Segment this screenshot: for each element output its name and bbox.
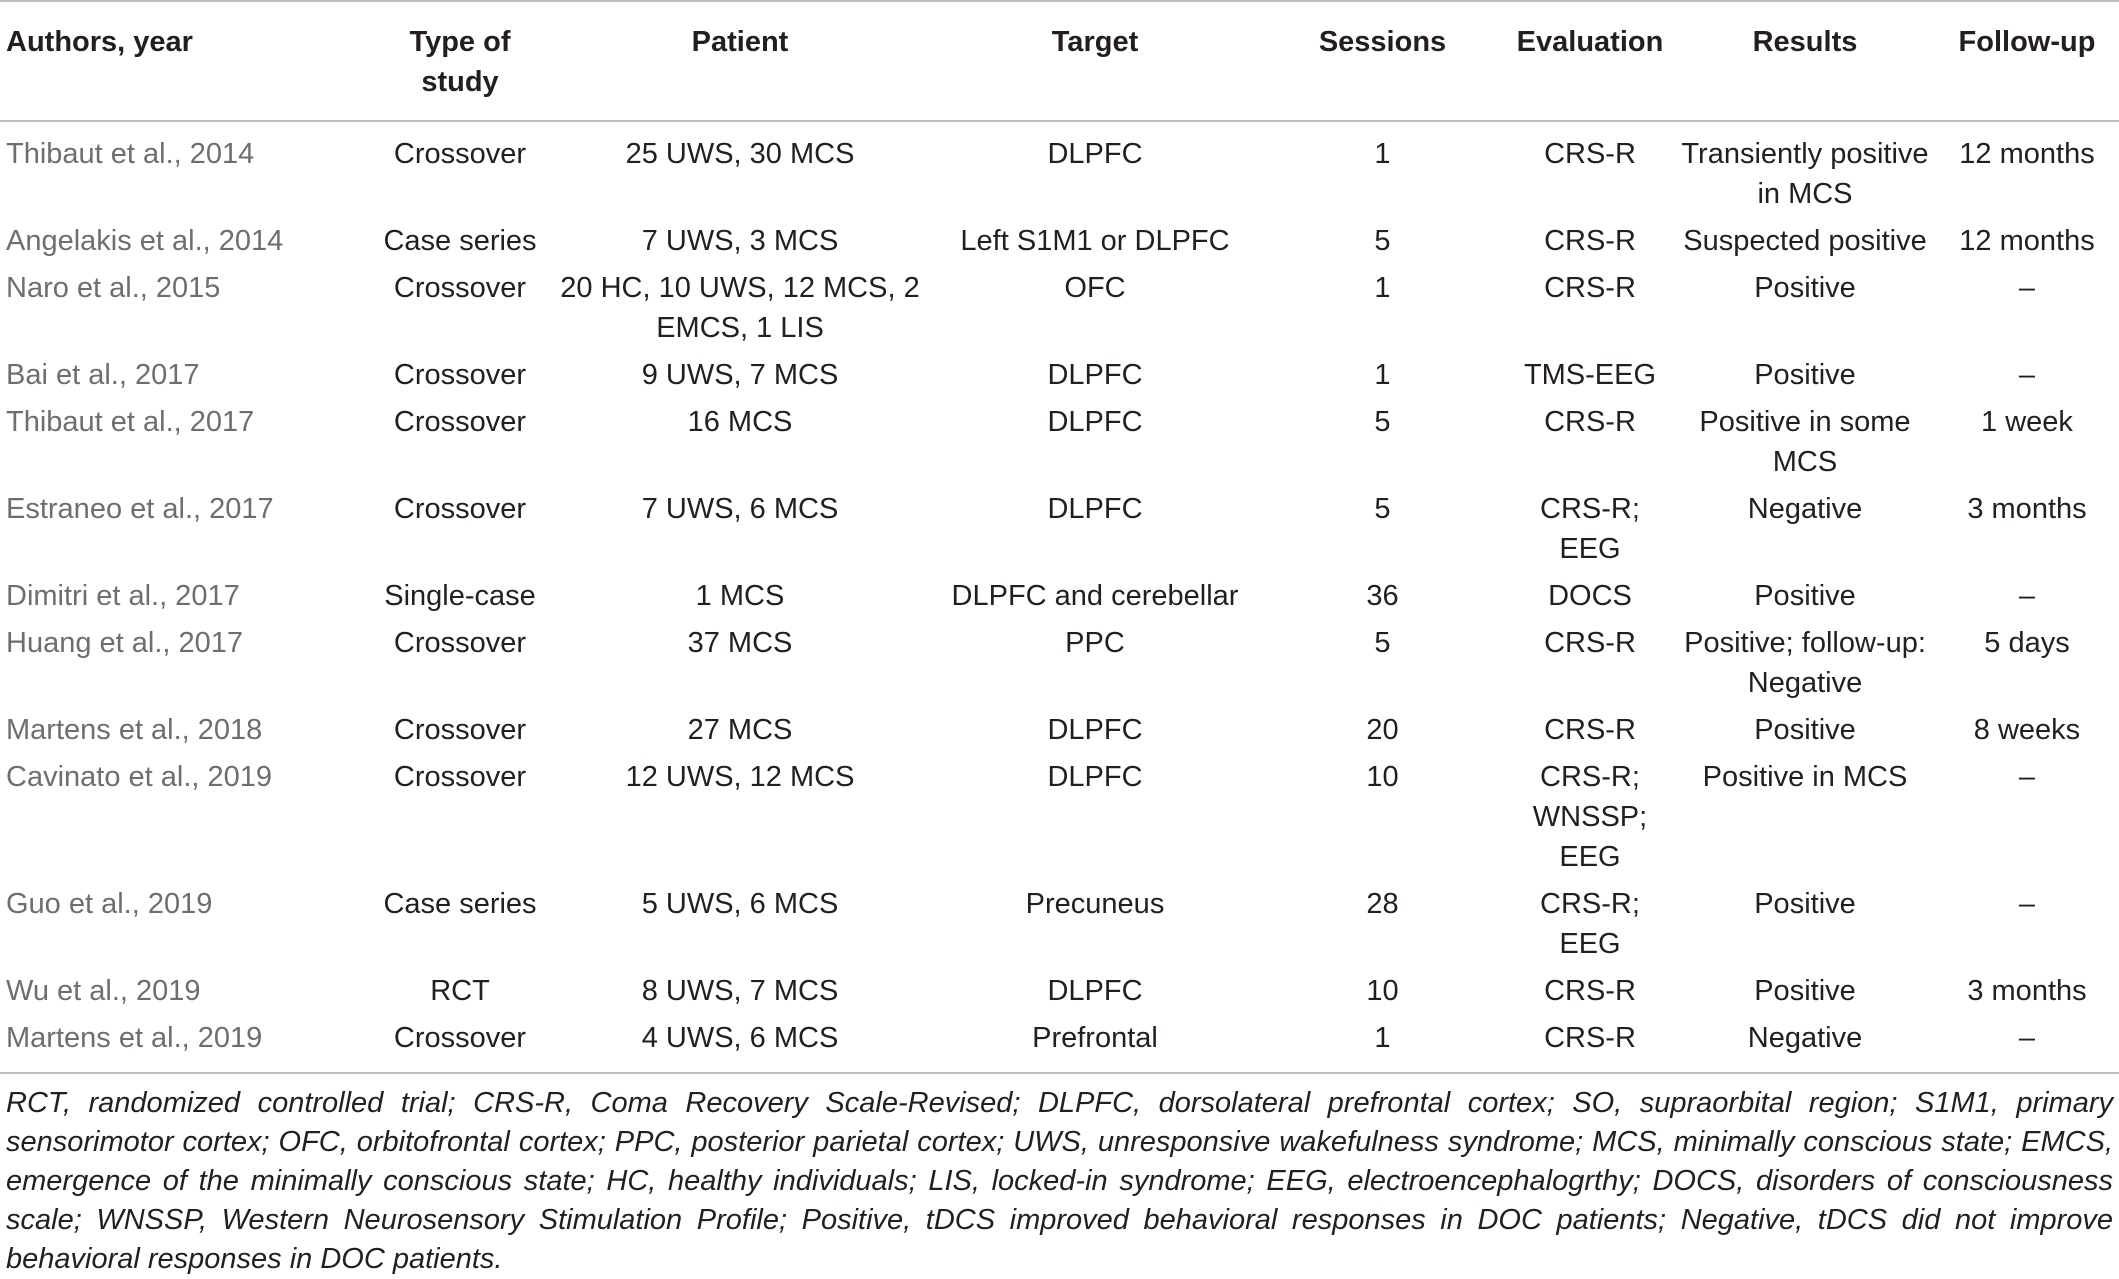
- cell-results: Positive in some MCS: [1699, 406, 1911, 478]
- cell-author-year: Estraneo et al., 2017: [6, 493, 274, 525]
- cell-target: Left S1M1 or DLPFC: [960, 225, 1230, 257]
- cell-sessions: 1: [1374, 138, 1391, 170]
- cell-author-year: Angelakis et al., 2014: [6, 225, 284, 257]
- cell-patient: 16 MCS: [687, 406, 793, 438]
- cell-target: OFC: [1064, 272, 1126, 304]
- cell-follow-up: –: [2018, 580, 2036, 612]
- cell-author-year: Guo et al., 2019: [6, 888, 213, 920]
- cell-evaluation: CRS-R: [1544, 138, 1636, 170]
- cell-results: Positive; follow-up: Negative: [1684, 627, 1926, 699]
- header-evaluation: Evaluation: [1516, 26, 1664, 58]
- cell-target: DLPFC: [1047, 138, 1143, 170]
- cell-evaluation: CRS-R: [1544, 406, 1636, 438]
- cell-sessions: 1: [1374, 1022, 1391, 1054]
- table-row: [0, 1018, 2119, 1073]
- cell-patient: 8 UWS, 7 MCS: [641, 975, 839, 1007]
- cell-results: Transiently positive in MCS: [1681, 138, 1929, 210]
- cell-type-of-study: Single-case: [384, 580, 536, 612]
- cell-patient: 1 MCS: [695, 580, 785, 612]
- cell-patient: 7 UWS, 3 MCS: [641, 225, 839, 257]
- table-footnote: RCT, randomized controlled trial; CRS-R, Coma Recovery Scale-Revised; DLPFC, dorsolateral prefrontal cortex; SO, supraorbital region; S1M1, primary sensorimotor cortex; OFC, orbitofrontal cortex; PPC, posterior parietal cortex; UWS, unresponsive wakefulness syndrome; MCS, minimally conscious state; EMCS, emergence of the minimally conscious state; HC, healthy individuals; LIS, locked-in syndrome; EEG, electroencephalogrthy; DOCS, disorders of consciousness scale; WNSSP, Western Neurosensory Stimulation Profile; Positive, tDCS improved behavioral responses in DOC patients; Negative, tDCS did not improve behavioral responses in DOC patients.: [6, 1087, 2113, 1275]
- header-follow-up: Follow-up: [1958, 26, 2096, 58]
- cell-results: Positive: [1754, 975, 1856, 1007]
- cell-evaluation: CRS-R: [1544, 714, 1636, 746]
- cell-type-of-study: Crossover: [393, 714, 527, 746]
- cell-evaluation: TMS-EEG: [1523, 359, 1657, 391]
- cell-results: Positive: [1754, 272, 1856, 304]
- cell-follow-up: 12 months: [1959, 225, 2095, 257]
- cell-target: DLPFC: [1047, 761, 1143, 793]
- cell-author-year: Martens et al., 2018: [6, 714, 263, 746]
- cell-results: Positive: [1754, 714, 1856, 746]
- cell-sessions: 28: [1366, 888, 1399, 920]
- cell-type-of-study: Crossover: [393, 493, 527, 525]
- cell-target: DLPFC: [1047, 714, 1143, 746]
- cell-sessions: 1: [1374, 359, 1391, 391]
- header-sessions: Sessions: [1318, 26, 1447, 58]
- cell-type-of-study: Crossover: [393, 1022, 527, 1054]
- cell-results: Positive: [1754, 580, 1856, 612]
- cell-type-of-study: Crossover: [393, 138, 527, 170]
- cell-results: Suspected positive: [1683, 225, 1927, 257]
- cell-author-year: Bai et al., 2017: [6, 359, 200, 391]
- cell-sessions: 20: [1366, 714, 1399, 746]
- cell-follow-up: 3 months: [1967, 493, 2087, 525]
- cell-results: Negative: [1747, 1022, 1863, 1054]
- cell-type-of-study: Crossover: [393, 761, 527, 793]
- cell-sessions: 5: [1374, 627, 1391, 659]
- table-body: [0, 121, 2119, 1073]
- cell-type-of-study: Case series: [383, 225, 537, 257]
- cell-type-of-study: Crossover: [393, 627, 527, 659]
- header-type-line2: study: [421, 66, 499, 98]
- table-row: [0, 576, 2119, 623]
- cell-patient: 7 UWS, 6 MCS: [641, 493, 839, 525]
- cell-patient: 27 MCS: [687, 714, 793, 746]
- cell-evaluation: CRS-R: [1544, 225, 1636, 257]
- cell-follow-up: –: [2018, 272, 2036, 304]
- cell-sessions: 5: [1374, 493, 1391, 525]
- cell-follow-up: 8 weeks: [1973, 714, 2081, 746]
- cell-target: DLPFC: [1047, 406, 1143, 438]
- cell-author-year: Naro et al., 2015: [6, 272, 221, 304]
- cell-patient: 5 UWS, 6 MCS: [641, 888, 839, 920]
- cell-follow-up: 5 days: [1984, 627, 2070, 659]
- cell-type-of-study: Crossover: [393, 359, 527, 391]
- cell-target: DLPFC: [1047, 493, 1143, 525]
- header-type-of-study: [370, 1, 550, 121]
- cell-type-of-study: Case series: [383, 888, 537, 920]
- cell-target: Precuneus: [1025, 888, 1165, 920]
- cell-author-year: Thibaut et al., 2014: [6, 138, 255, 170]
- cell-evaluation: CRS-R; EEG: [1540, 493, 1640, 565]
- cell-follow-up: 1 week: [1981, 406, 2073, 438]
- cell-follow-up: –: [2018, 359, 2036, 391]
- cell-patient: 9 UWS, 7 MCS: [641, 359, 839, 391]
- cell-results: Positive: [1754, 359, 1856, 391]
- cell-sessions: 5: [1374, 225, 1391, 257]
- cell-author-year: Dimitri et al., 2017: [6, 580, 240, 612]
- cell-evaluation: CRS-R: [1544, 1022, 1636, 1054]
- cell-author-year: Wu et al., 2019: [6, 975, 201, 1007]
- cell-target: DLPFC: [1047, 359, 1143, 391]
- table-row: [0, 884, 2119, 971]
- cell-follow-up: 3 months: [1967, 975, 2087, 1007]
- table-row: [0, 121, 2119, 221]
- cell-patient: 12 UWS, 12 MCS: [625, 761, 855, 793]
- header-type-line1: Type of: [409, 26, 511, 58]
- table-row: [0, 971, 2119, 1018]
- cell-author-year: Thibaut et al., 2017: [6, 406, 255, 438]
- table-row: [0, 268, 2119, 355]
- header-patient: Patient: [691, 26, 789, 58]
- cell-sessions: 1: [1374, 272, 1391, 304]
- cell-results: Positive: [1754, 888, 1856, 920]
- cell-author-year: Cavinato et al., 2019: [6, 761, 273, 793]
- cell-evaluation: CRS-R: [1544, 272, 1636, 304]
- cell-type-of-study: Crossover: [393, 406, 527, 438]
- table-row: [0, 402, 2119, 489]
- header-target: Target: [1051, 26, 1139, 58]
- cell-follow-up: –: [2018, 888, 2036, 920]
- table-row: [0, 355, 2119, 402]
- cell-patient: 4 UWS, 6 MCS: [641, 1022, 839, 1054]
- header-row: [0, 1, 2119, 121]
- cell-follow-up: –: [2018, 761, 2036, 793]
- cell-follow-up: –: [2018, 1022, 2036, 1054]
- header-results: Results: [1752, 26, 1858, 58]
- cell-author-year: Martens et al., 2019: [6, 1022, 263, 1054]
- header-authors-year: Authors, year: [6, 26, 193, 58]
- cell-evaluation: CRS-R; WNSSP; EEG: [1532, 761, 1648, 873]
- cell-follow-up: 12 months: [1959, 138, 2095, 170]
- table-row: [0, 221, 2119, 268]
- table-row: [0, 757, 2119, 884]
- cell-evaluation: CRS-R: [1544, 627, 1636, 659]
- cell-sessions: 5: [1374, 406, 1391, 438]
- table-row: [0, 710, 2119, 757]
- cell-patient: 37 MCS: [687, 627, 793, 659]
- cell-patient: 25 UWS, 30 MCS: [625, 138, 855, 170]
- cell-evaluation: DOCS: [1548, 580, 1632, 612]
- table-row: [0, 623, 2119, 710]
- cell-results: Negative: [1747, 493, 1863, 525]
- cell-sessions: 10: [1366, 761, 1399, 793]
- cell-sessions: 10: [1366, 975, 1399, 1007]
- cell-type-of-study: RCT: [430, 975, 490, 1007]
- table-row: [0, 489, 2119, 576]
- cell-type-of-study: Crossover: [393, 272, 527, 304]
- cell-author-year: Huang et al., 2017: [6, 627, 244, 659]
- cell-target: DLPFC and cerebellar: [951, 580, 1239, 612]
- cell-evaluation: CRS-R; EEG: [1540, 888, 1640, 960]
- cell-patient: 20 HC, 10 UWS, 12 MCS, 2 EMCS, 1 LIS: [560, 272, 920, 344]
- cell-target: Prefrontal: [1032, 1022, 1158, 1054]
- cell-target: DLPFC: [1047, 975, 1143, 1007]
- table-header: [0, 1, 2119, 121]
- cell-results: Positive in MCS: [1702, 761, 1908, 793]
- cell-sessions: 36: [1366, 580, 1399, 612]
- cell-target: PPC: [1065, 627, 1125, 659]
- cell-evaluation: CRS-R: [1544, 975, 1636, 1007]
